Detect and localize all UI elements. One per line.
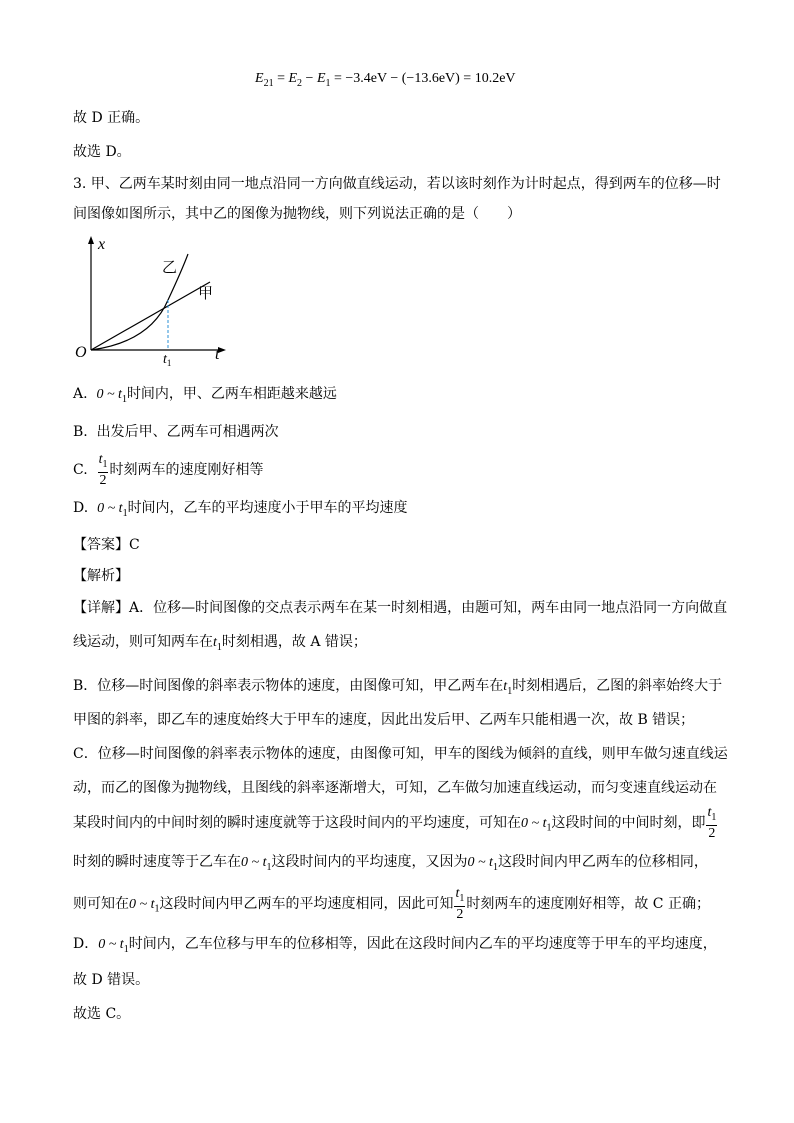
equation-top: $E_{21} = E_2 - E_1 = -3.4eV - (-13.6eV) = 10.2eV$ [255, 71, 516, 89]
eq-e21: E [255, 71, 264, 86]
eq-sub1: 1 [325, 77, 331, 89]
analysis-c-line-1: C．位移—时间图像的斜率表示物体的速度，由图像可知，甲车的图线为倾斜的直线，则甲车做匀速直线运 [73, 746, 728, 762]
tick-t1 [163, 352, 171, 367]
option-a-sub: 1 [121, 393, 127, 405]
answer-label: 【答案】 [73, 537, 129, 553]
label-jia: 甲 [198, 284, 214, 302]
option-c-num: t [98, 452, 103, 467]
eq-e2: E [288, 71, 298, 86]
analysis-d-line-2: 故 D 错误。 [73, 972, 150, 988]
option-d-sub: 1 [122, 507, 128, 519]
analysis-c5-post: 时刻两车的速度刚好相等，故 C 正确； [466, 895, 710, 912]
analysis-c5-fnum: t [455, 886, 460, 901]
analysis-a-line-1 [73, 598, 727, 618]
analysis-c3-math: 0 ~ t [521, 815, 547, 831]
option-d-prefix: D. [73, 500, 89, 516]
analysis-c5-mid: 这段时间内甲乙两车的平均速度相同，因此可知 [159, 895, 454, 912]
analysis-c3-fnum: t [707, 805, 712, 820]
x-axis-label: t [215, 346, 220, 363]
option-a-text: 时间内，甲、乙两车相距越来越远 [126, 386, 337, 402]
option-d [73, 498, 408, 524]
analysis-b1-pre: B．位移—时间图像的斜率表示物体的速度，由图像可知，甲乙两车在 [73, 678, 504, 694]
analysis-c5-fden: 2 [456, 906, 464, 922]
question-line-2: 间图像如图所示，其中乙的图像为抛物线，则下列说法正确的是（ ） [73, 206, 521, 222]
analysis-a2-pre: 线运动，则可知两车在 [73, 634, 213, 650]
option-c-num-sub: 1 [102, 458, 108, 470]
eq-e1: E [316, 71, 326, 86]
option-c-text: 时刻两车的速度刚好相等 [109, 461, 264, 478]
question-line-1: 3. 甲、乙两车某时刻由同一地点沿同一方向做直线运动，若以该时刻作为计时起点，得到两车的位移—时 [73, 176, 721, 192]
analysis-c-line-5 [73, 886, 710, 925]
analysis-a-line-2 [73, 632, 367, 658]
analysis-b-line-2: 甲图的斜率，即乙车的速度始终大于甲车的速度，因此出发后甲、乙两车只能相遇一次，故 B 错误； [73, 712, 695, 728]
analysis-c-line-3 [73, 805, 718, 844]
analysis-c3-pre: 某段时间内的中间时刻的瞬时速度就等于这段时间内的平均速度，可知在 [73, 814, 521, 831]
tick-sub: 1 [166, 358, 172, 367]
analysis-b1-t: t [503, 679, 508, 694]
analysis-d-line-1 [73, 934, 717, 960]
option-d-math: 0 ~ t [97, 501, 123, 516]
option-a-prefix: A. [73, 386, 88, 402]
analysis-c4-math1: 0 ~ t [241, 855, 267, 870]
analysis-c3-fraction [706, 805, 717, 841]
origin-label: O [75, 344, 87, 361]
option-b-prefix: B. [73, 424, 88, 440]
analysis-d1-math: 0 ~ t [98, 937, 124, 952]
answer-value: C [129, 537, 140, 553]
tick-t: t [163, 352, 167, 367]
analysis-d1-sub: 1 [123, 943, 129, 955]
analysis-c4-sub2: 1 [492, 861, 498, 873]
y-axis-label: x [98, 236, 106, 253]
analysis-d1-post: 时间内，乙车位移与甲车的位移相等，因此在这段时间内乙车的平均速度等于甲车的平均速度， [128, 936, 717, 952]
eq-sub2: 2 [297, 77, 303, 89]
xt-graph [70, 232, 240, 367]
analysis-c3-post: 这段时间的中间时刻，即 [551, 814, 706, 831]
option-c-fraction [98, 452, 109, 488]
analysis-d1-pre: D． [73, 936, 99, 952]
analysis-final: 故选 C。 [73, 1006, 131, 1022]
analysis-b1-post: 时刻相遇后，乙图的斜率始终大于 [512, 678, 723, 694]
analysis-c5-math: 0 ~ t [129, 896, 155, 912]
analysis-c4-post: 这段时间内甲乙两车的位移相同， [497, 854, 708, 870]
analysis-c5-fsub: 1 [459, 892, 465, 904]
answer-line [73, 535, 140, 555]
option-b-text: 出发后甲、乙两车可相遇两次 [96, 424, 279, 440]
option-d-text: 时间内，乙车的平均速度小于甲车的平均速度 [127, 500, 408, 516]
analysis-c-line-4 [73, 852, 708, 878]
jia-line [91, 282, 210, 350]
analysis-b-line-1 [73, 676, 722, 702]
analysis-c3-sub: 1 [546, 822, 552, 834]
analysis-a1: A．位移—时间图像的交点表示两车在某一时刻相遇，由题可知，两车由同一地点沿同一方向做直 [129, 600, 728, 616]
analysis-c3-fden: 2 [708, 825, 716, 841]
analysis-c4-sub1: 1 [266, 861, 272, 873]
eq-sub21: 21 [263, 77, 274, 89]
prev-choose: 故选 D。 [73, 144, 131, 160]
option-c-den: 2 [99, 472, 107, 488]
option-c [73, 452, 263, 488]
analysis-c5-pre: 则可知在 [73, 895, 129, 912]
analysis-c4-pre: 时刻的瞬时速度等于乙车在 [73, 854, 241, 870]
analysis-c5-sub: 1 [154, 903, 160, 915]
label-yi: 乙 [162, 258, 178, 276]
analysis-b1-sub: 1 [507, 685, 513, 697]
analysis-a2-post: 时刻相遇，故 A 错误； [221, 634, 367, 650]
detail-label: 【详解】 [73, 600, 129, 616]
analysis-c4-mid: 这段时间内的平均速度，又因为 [271, 854, 468, 870]
option-a [73, 384, 337, 410]
option-a-math: 0 ~ t [96, 387, 122, 402]
analysis-c-line-2: 动，而乙的图像为抛物线，且图线的斜率逐渐增大，可知，乙车做匀加速直线运动，而匀变速直线运动在 [73, 780, 717, 796]
analysis-a2-sub: 1 [216, 641, 222, 653]
option-c-prefix: C. [73, 461, 88, 478]
option-b [73, 422, 279, 442]
prev-d-correct: 故 D 正确。 [73, 110, 150, 126]
eq-rest: = −3.4eV − (−13.6eV) = 10.2eV [330, 71, 516, 86]
analysis-label: 【解析】 [73, 568, 129, 584]
analysis-c4-math2: 0 ~ t [467, 855, 493, 870]
analysis-c3-fsub: 1 [711, 811, 717, 823]
analysis-c5-fraction [454, 886, 465, 922]
analysis-a2-t: t [213, 635, 217, 650]
y-axis-arrow [88, 236, 94, 244]
